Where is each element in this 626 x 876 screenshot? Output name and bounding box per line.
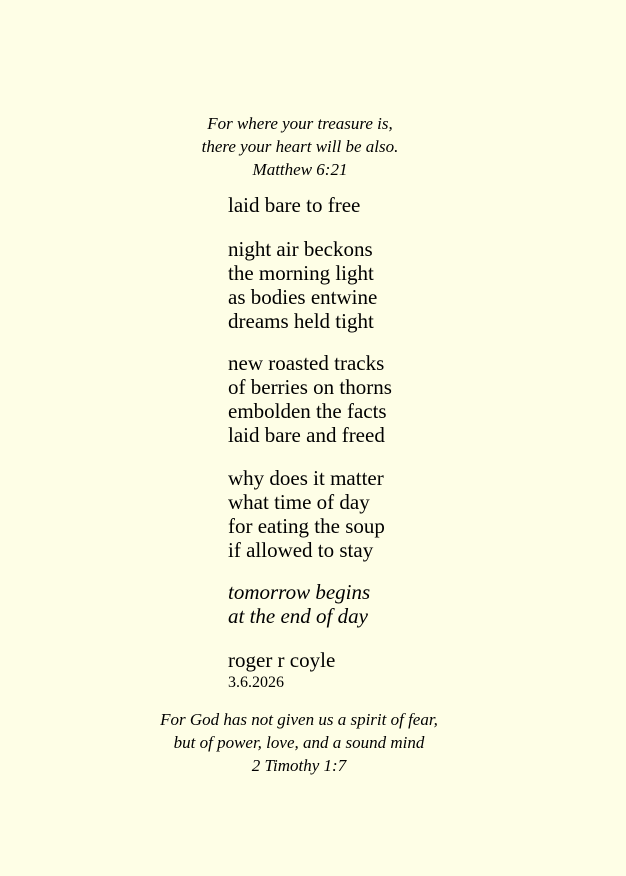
epigraph-citation: 2 Timothy 1:7 [251,756,347,775]
author-name: roger r coyle [228,648,336,672]
epigraph-line: there your heart will be also. [201,137,399,156]
epigraph-citation: Matthew 6:21 [252,160,348,179]
epigraph-line: but of power, love, and a sound mind [173,733,425,752]
poem-date: 3.6.2026 [228,674,284,691]
poem-line: for eating the soup [228,514,385,538]
poem-signature [228,648,392,694]
poem-line: dreams held tight [228,309,374,333]
poem-line: why does it matter [228,466,384,490]
poem-line: laid bare and freed [228,423,385,447]
poem-title-line-stanza [228,193,392,217]
poem-body [228,193,392,694]
epigraph-line: For where your treasure is, [207,114,393,133]
poem-line: embolden the facts [228,399,387,423]
opening-epigraph [0,112,600,181]
poem-line: if allowed to stay [228,538,374,562]
poem-stanza-3 [228,466,392,562]
poem-title-line: laid bare to free [228,193,361,217]
poem-line: as bodies entwine [228,285,378,309]
epigraph-line: For God has not given us a spirit of fear, [160,710,438,729]
poem-line: of berries on thorns [228,375,392,399]
poem-line: the morning light [228,261,374,285]
poem-line: tomorrow begins [228,580,371,604]
poem-stanza-2 [228,351,392,447]
closing-epigraph [0,708,598,777]
poem-line: night air beckons [228,237,373,261]
poem-line: new roasted tracks [228,351,385,375]
poem-line: what time of day [228,490,370,514]
poem-stanza-1 [228,237,392,333]
poem-stanza-4 [228,580,392,628]
poem-line: at the end of day [228,604,368,628]
